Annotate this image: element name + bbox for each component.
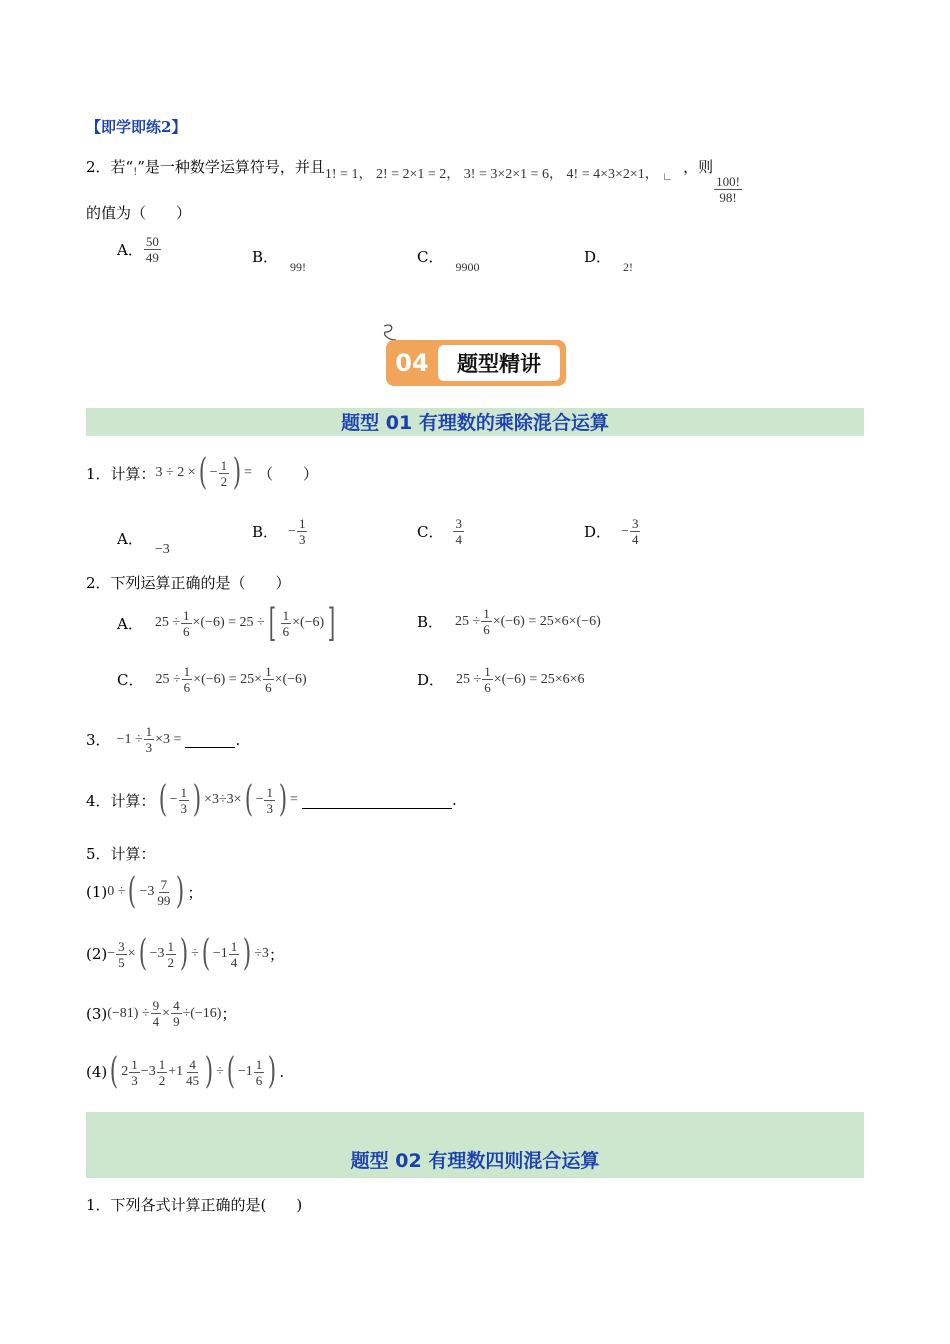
s1-q5-item-1: (1) 0 ÷ ( −3 $\frac{7}{99}$ ) ； [86, 871, 203, 912]
practice-q2-line1 [86, 156, 743, 205]
s1-q2-option-c[interactable]: C． 25 ÷ $\frac{1}{6}$ ×(−6) = 25× $\frac{1}{6}$ ×(−6) [117, 664, 307, 695]
q2-prefix: 2．若“ [86, 158, 134, 176]
option-a-fraction: $\frac{50}{49}$ [145, 234, 159, 265]
s1-q2-option-d[interactable]: D． 25 ÷ $\frac{1}{6}$ ×(−6) = 25×6×6 [417, 664, 585, 695]
s1-q2-option-a[interactable]: A． 25 ÷ $\frac{1}{6}$ ×(−6) = 25 ÷ [ $\frac{1}{6}$ ×(−6) ] [117, 601, 336, 645]
practice-option-c[interactable]: C．$_{9900}$ [417, 248, 480, 274]
s1-q1-option-d[interactable]: D． − $\frac{3}{4}$ [584, 516, 639, 547]
q2-defs: 1! = 1， 2! = 2×1 = 2， 3! = 3×2×1 = 6， 4! = 4×3×2×1， [324, 167, 663, 182]
s1-q3: 3． −1 ÷ $\frac{1}{3}$ ×3 = . [86, 724, 241, 755]
s1-q5-stem: 5．计算： [86, 845, 156, 863]
s2-q1-stem: 1．下列各式计算正确的是( ) [86, 1196, 303, 1214]
practice-option-d[interactable]: D．$_{2!}$ [584, 248, 634, 274]
s1-q4-answer-blank[interactable] [302, 792, 452, 809]
q2-mid: ”是一种数学运算符号，并且 [137, 158, 325, 176]
s1-q3-answer-blank[interactable] [185, 731, 235, 748]
practice-title: 【即学即练2】 [86, 118, 187, 136]
s1-q2-option-b[interactable]: B． 25 ÷ $\frac{1}{6}$ ×(−6) = 25×6×(−6) [417, 606, 601, 637]
q2-symbol: ! [133, 164, 138, 178]
s1-q5-item-2: (2) − $\frac{3}{5}$ × ( −3 $\frac{1}{2}$ ) ÷ ( −1 $\frac{1}{4}$ ) ÷3 ； [86, 933, 284, 974]
badge-number: 04 [395, 349, 429, 377]
practice-option-b[interactable]: B．$_{99!}$ [252, 248, 307, 274]
s1-q1-option-a[interactable]: A．−3 [117, 530, 170, 557]
section-title-01: 题型 01 有理数的乘除混合运算 [86, 408, 864, 436]
section-title-02: 题型 02 有理数四则混合运算 [86, 1112, 864, 1178]
s1-q5-item-4: (4) ( 2 $\frac{1}{3}$ −3 $\frac{1}{2}$ +1 $\frac{4}{45}$ ) ÷ ( −1 $\frac{1}{6}$ ) . [86, 1051, 285, 1092]
s1-q1-option-b[interactable]: B． − $\frac{1}{3}$ [252, 516, 306, 547]
practice-q2-line2: 的值为（ ） [86, 204, 192, 222]
s1-q4: 4．计算： ( − $\frac{1}{3}$ ) ×3÷3× ( − $\frac{1}{3}$ ) = . [86, 779, 457, 820]
section-badge [386, 340, 566, 386]
practice-option-a[interactable]: A． $\frac{50}{49}$ [117, 234, 159, 265]
s1-q2-stem: 2．下列运算正确的是（ ） [86, 574, 291, 592]
s1-q1: 1．计算： 3 ÷ 2 × ( − $\frac{1}{2}$ ) = （ ） [86, 452, 319, 493]
q2-fraction: $\frac{100!}{98!}$ [716, 174, 740, 205]
s1-q5-item-3: (3) (−81) ÷ $\frac{9}{4}$ × $\frac{4}{9}$ ÷(−16) ； [86, 998, 237, 1029]
q2-ellipsis: ∟ [662, 171, 674, 183]
badge-text: 题型精讲 [438, 345, 560, 381]
s1-q1-option-c[interactable]: C． $\frac{3}{4}$ [417, 516, 462, 547]
q2-then: ，则 [683, 158, 714, 176]
